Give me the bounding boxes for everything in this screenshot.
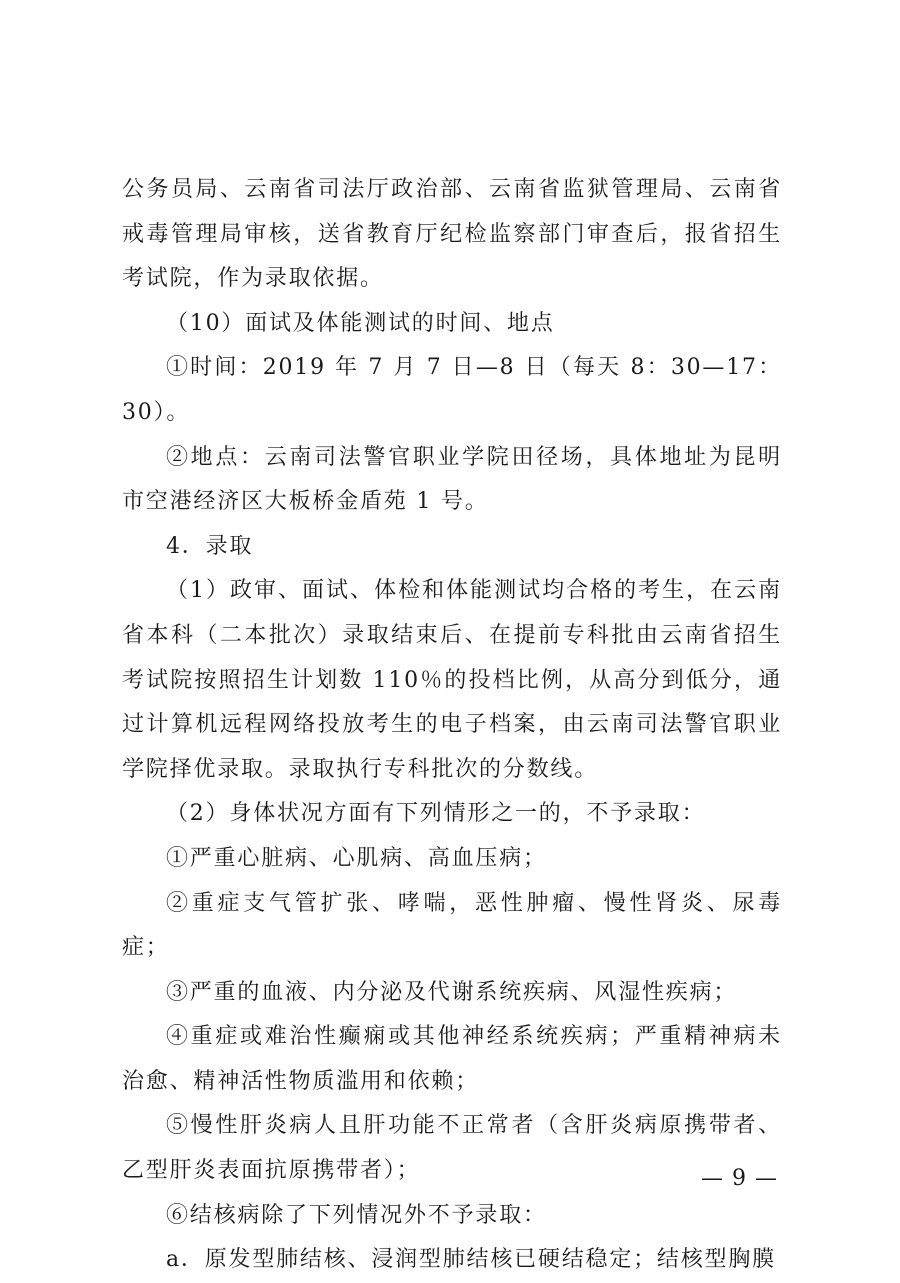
paragraph-health-conditions-intro: （2）身体状况方面有下列情形之一的，不予录取： (166, 801, 706, 827)
list-item-condition-6: ⑥结核病除了下列情况外不予录取： (166, 1202, 547, 1228)
list-item-condition-4: ④重症或难治性癫痫或其他神经系统疾病；严重精神病未治愈、精神活性物质滥用和依赖； (122, 1024, 782, 1094)
list-item-condition-2: ②重症支气管扩张、哮喘，恶性肿瘤、慢性肾炎、尿毒症； (122, 890, 782, 961)
list-item-condition-6a: a．原发型肺结核、浸润型肺结核已硬结稳定；结核型胸膜 (166, 1247, 776, 1273)
list-item-condition-1: ①严重心脏病、心肌病、高血压病； (166, 845, 547, 871)
paragraph-admission-rule: （1）政审、面试、体检和体能测试均合格的考生，在云南省本科（二本批次）录取结束后、在提前专科批由云南省招生考试院按照招生计划数 110％的投档比例，从高分到低分，通过计算机远程网络投放考生的电子档案，由云南司法警官职业学院择优录取。录取执行专科批次的分数线。 (122, 578, 782, 782)
paragraph-heading-interview-time-place: （10）面试及体能测试的时间、地点 (166, 310, 555, 336)
paragraph-time: ①时间：2019 年 7 月 7 日—8 日（每天 8：30—17：30）。 (122, 355, 782, 425)
section-heading-admission: 4．录取 (166, 533, 254, 559)
page-number: — 9 — (701, 1166, 778, 1191)
list-item-condition-3: ③严重的血液、内分泌及代谢系统疾病、风湿性疾病； (166, 979, 738, 1005)
paragraph-location: ②地点：云南司法警官职业学院田径场，具体地址为昆明市空港经济区大板桥金盾苑 1 号。 (122, 444, 782, 515)
list-item-condition-5: ⑤慢性肝炎病人且肝功能不正常者（含肝炎病原携带者、乙型肝炎表面抗原携带者）； (122, 1113, 782, 1184)
body-text (122, 168, 782, 1283)
paragraph-continuation: 公务员局、云南省司法厅政治部、云南省监狱管理局、云南省戒毒管理局审核，送省教育厅纪检监察部门审查后，报省招生考试院，作为录取依据。 (122, 177, 782, 292)
